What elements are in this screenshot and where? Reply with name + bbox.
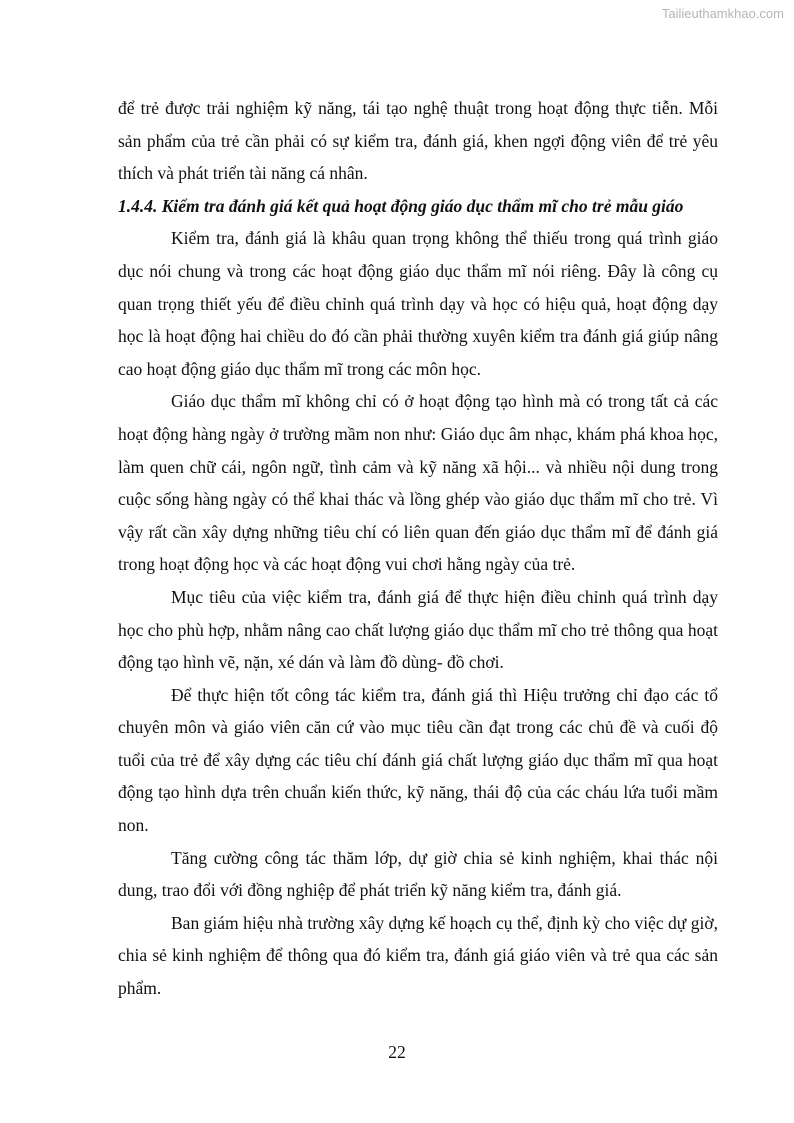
watermark: Tailieuthamkhao.com <box>661 6 784 21</box>
paragraph: Giáo dục thẩm mĩ không chỉ có ở hoạt động tạo hình mà có trong tất cả các hoạt động hàng ngày ở trường mầm non như: Giáo dục âm nhạc, khám phá khoa học, làm quen chữ cái, ngôn ngữ, tình cảm và kỹ năng xã hội... và nhiều nội dung trong cuộc sống hàng ngày có thể khai thác và lồng ghép vào giáo dục thẩm mĩ cho trẻ. Vì vậy rất cần xây dựng những tiêu chí có liên quan đến giáo dục thẩm mĩ để đánh giá trong hoạt động học và các hoạt động vui chơi hằng ngày của trẻ. <box>118 391 718 575</box>
page-number: 22 <box>388 1042 406 1062</box>
paragraph-continuation: để trẻ được trải nghiệm kỹ năng, tái tạo nghệ thuật trong hoạt động thực tiễn. Mỗi sản phẩm của trẻ cần phải có sự kiểm tra, đánh giá, khen ngợi động viên để trẻ yêu thích và phát triển tài năng cá nhân. <box>118 98 718 184</box>
section-heading: 1.4.4. Kiểm tra đánh giá kết quả hoạt động giáo dục thẩm mĩ cho trẻ mẫu giáo <box>118 195 684 216</box>
paragraph: Mục tiêu của việc kiểm tra, đánh giá để thực hiện điều chỉnh quá trình dạy học cho phù hợp, nhằm nâng cao chất lượng giáo dục thẩm mĩ cho trẻ thông qua hoạt động tạo hình vẽ, nặn, xé dán và làm đồ dùng- đồ chơi. <box>118 586 718 673</box>
document-body <box>118 92 718 1005</box>
paragraph: Ban giám hiệu nhà trường xây dựng kế hoạch cụ thể, định kỳ cho việc dự giờ, chia sẻ kinh nghiệm để thông qua đó kiểm tra, đánh giá giáo viên và trẻ qua các sản phẩm. <box>118 912 718 999</box>
paragraph: Kiểm tra, đánh giá là khâu quan trọng không thể thiếu trong quá trình giáo dục nói chung và trong các hoạt động giáo dục thẩm mĩ nói riêng. Đây là công cụ quan trọng thiết yếu để điều chỉnh quá trình dạy và học có hiệu quả, hoạt động dạy học là hoạt động hai chiều do đó cần phải thường xuyên kiểm tra đánh giá giúp nâng cao hoạt động giáo dục thẩm mĩ trong các môn học. <box>118 228 718 379</box>
paragraph: Để thực hiện tốt công tác kiểm tra, đánh giá thì Hiệu trưởng chỉ đạo các tổ chuyên môn và giáo viên căn cứ vào mục tiêu cần đạt trong các chủ đề và cuối độ tuổi của trẻ để xây dựng các tiêu chí đánh giá chất lượng giáo dục thẩm mĩ qua hoạt động tạo hình dựa trên chuẩn kiến thức, kỹ năng, thái độ của các cháu lứa tuổi mầm non. <box>118 684 718 836</box>
paragraph: Tăng cường công tác thăm lớp, dự giờ chia sẻ kinh nghiệm, khai thác nội dung, trao đổi với đồng nghiệp để phát triển kỹ năng kiểm tra, đánh giá. <box>118 847 718 901</box>
